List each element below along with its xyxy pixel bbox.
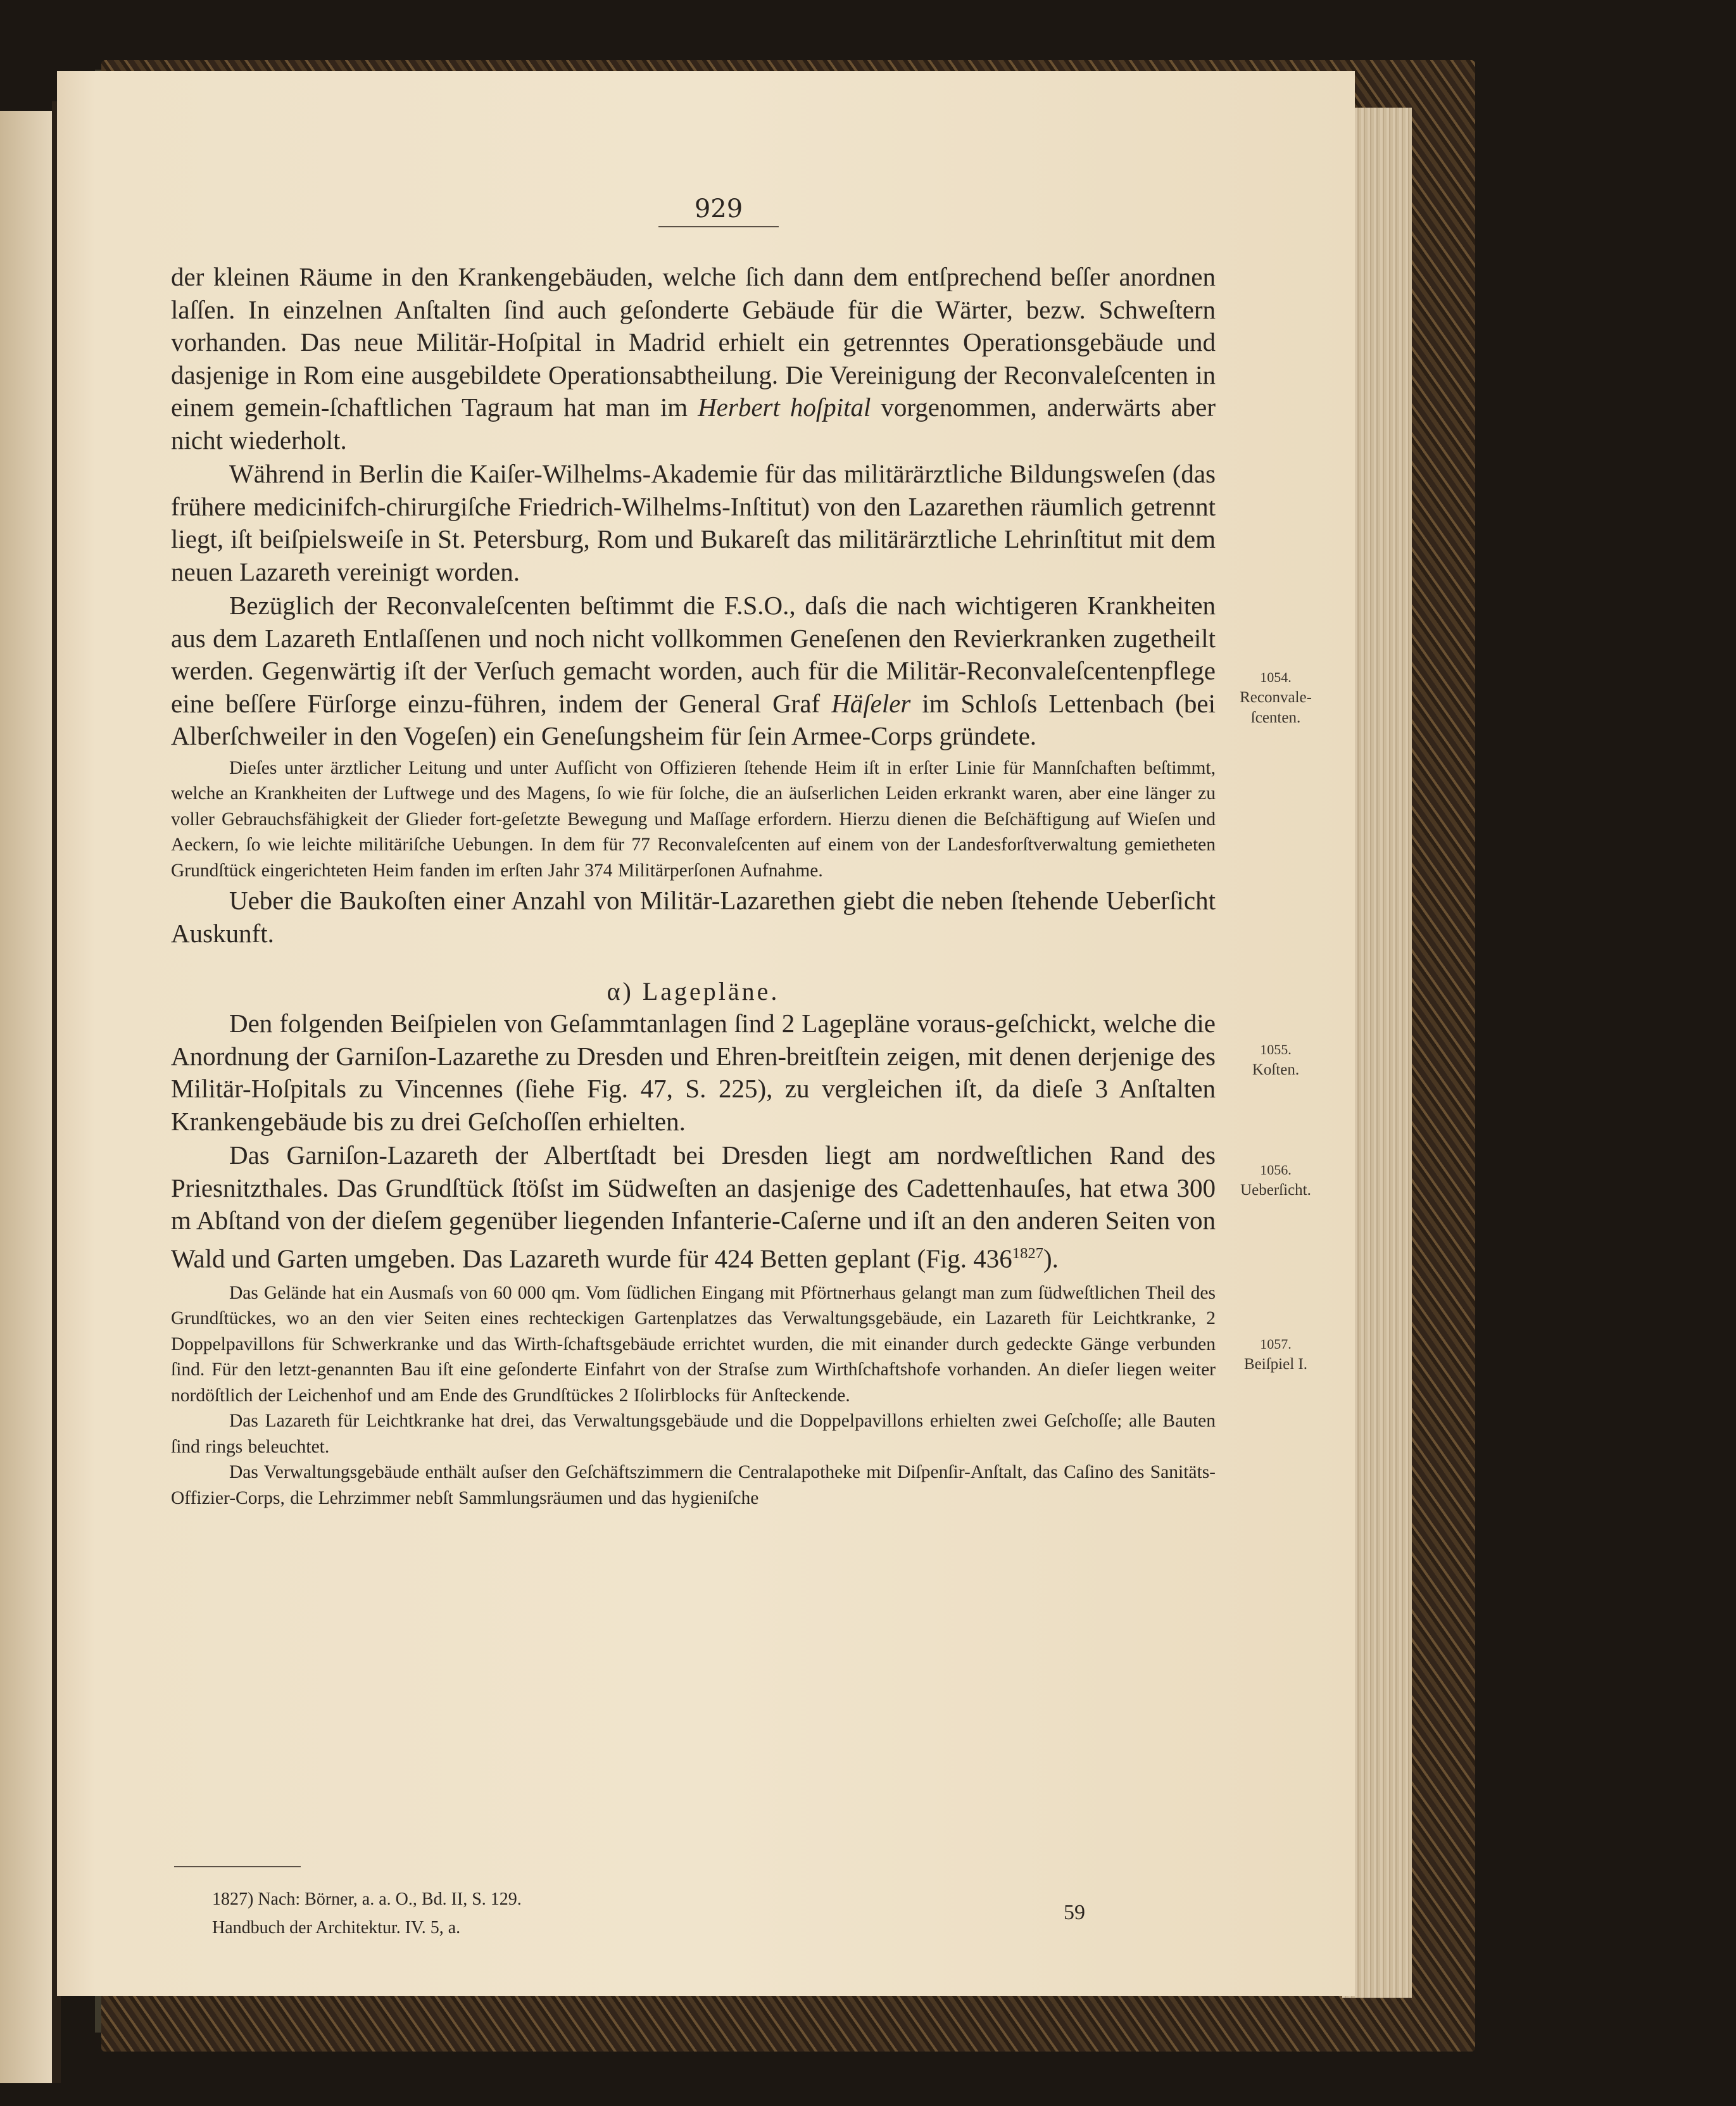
paragraph-4: Ueber die Baukoſten einer Anzahl von Militär-Lazarethen giebt die neben ſtehende Ueberſicht Auskunft.	[171, 886, 1216, 948]
paragraph-1: der kleinen Räume in den Krankengebäuden, welche ſich dann dem entſprechend beſſer anordnen laſſen. In einzelnen Anſtalten ſind auch geſonderte Gebäude für die Wärter, bezw. Schweſtern vorhanden. Das neue Militär-Hoſpital in Madrid erhielt ein getrenntes Operationsgebäude und dasjenige in Rom eine ausgebildete Operationsabtheilung. Die Vereinigung der Reconvaleſcenten in einem gemein-ſchaftlichen Tagraum hat man im Herbert hoſpital vorgenommen, anderwärts aber nicht wiederholt.	[171, 262, 1216, 455]
margin-note-1056: 1056. Ueberſicht.	[1240, 1162, 1311, 1199]
italic-haeseler: Häſeler	[831, 688, 911, 718]
margin-note-1055: 1055. Koſten.	[1252, 1042, 1300, 1078]
section-heading: α) Lagepläne.	[607, 977, 780, 1006]
small-paragraph-1: Dieſes unter ärztlicher Leitung und unter Aufſicht von Offizieren ſtehende Heim iſt in erſter Linie für Mannſchaften beſtimmt, welche an Krankheiten der Luftwege und des Magens, ſo wie für ſolche, die an äuſserlichen Leiden erkrankt waren, aber eine länger zu voller Gebrauchsfähigkeit der Glieder fort-geſetzte Bewegung und Maſſage erfordern. Hierzu dienen die Beſchäftigung auf Wieſen und Aeckern, ſo wie leichte militäriſche Uebungen. In dem für 77 Reconvaleſcenten auf einem von der Landesforſtverwaltung gemietheten Grundſtück eingerichteten Heim fanden im erſten Jahr 374 Militärperſonen Aufnahme.	[171, 757, 1216, 881]
left-page-edge	[0, 111, 52, 2083]
page-number: 929	[658, 194, 779, 227]
paragraph-2: Während in Berlin die Kaiſer-Wilhelms-Akademie für das militärärztliche Bildungsweſen (das frühere medicinifch-chirurgiſche Friedrich-Wilhelms-Inſtitut) von den Lazarethen räumlich getrennt liegt, iſt beiſpielsweiſe in St. Petersburg, Rom und Bukareſt das militärärztliche Lehrinſtitut mit dem neuen Lazareth vereinigt worden.	[171, 459, 1216, 586]
main-text	[171, 261, 1216, 1511]
paragraph-3: Bezüglich der Reconvaleſcenten beſtimmt die F.S.O., daſs die nach wichtigeren Krankheiten aus dem Lazareth Entlaſſenen und noch nicht vollkommen Geneſenen den Revierkranken zugetheilt werden. Gegenwärtig iſt der Verſuch gemacht worden, auch für die Militär-Reconvaleſcentenpflege eine beſſere Fürſorge einzu-führen, indem der General Graf Häſeler im Schloſs Lettenbach (bei Alberſchweiler in den Vogeſen) ein Geneſungsheim für ſein Armee-Corps gründete.	[171, 591, 1216, 750]
small-paragraph-2: Das Gelände hat ein Ausmaſs von 60 000 qm. Vom ſüdlichen Eingang mit Pförtnerhaus gelangt man zum ſüdweſtlichen Theil des Grundſtückes, wo an den vier Seiten eines rechteckigen Gartenplatzes das Verwaltungsgebäude, ein Lazareth für Leichtkranke, 2 Doppelpavillons für Schwerkranke und das Wirth-ſchaftsgebäude errichtet wurden, die mit einander durch gedeckte Gänge verbunden ſind. Für den letzt-genannten Bau iſt eine geſonderte Einfahrt von der Straſse zum Wirthſchaftshofe vorhanden. An dieſer liegen weiter nordöſtlich der Leichenhof und am Ende des Grundſtückes 2 Iſolirblocks für Anſteckende.	[171, 1282, 1216, 1406]
footnote: 1827) Nach: Börner, a. a. O., Bd. II, S. 129.	[212, 1889, 522, 1909]
small-paragraph-4: Das Verwaltungsgebäude enthält auſser den Geſchäftszimmern die Centralapotheke mit Diſpenſir-Anſtalt, das Caſino des Sanitäts-Offizier-Corps, die Lehrzimmer nebſt Sammlungsräumen und das hygieniſche	[171, 1462, 1216, 1508]
imprint: Handbuch der Architektur. IV. 5, a.	[212, 1918, 461, 1938]
italic-herbert-hospital: Herbert hoſpital	[698, 393, 871, 422]
signature-mark: 59	[1064, 1901, 1085, 1924]
paragraph-5: Den folgenden Beiſpielen von Geſammtanlagen ſind 2 Lagepläne voraus-geſchickt, welche die Anordnung der Garniſon-Lazarethe zu Dresden und Ehren-breitſtein zeigen, mit denen derjenige des Militär-Hoſpitals zu Vincennes (ſiehe Fig. 47, S. 225), zu vergleichen iſt, da dieſe 3 Anſtalten Krankengebäude bis zu drei Geſchoſſen erhielten.	[171, 1009, 1216, 1136]
footnote-ref: 1827	[1012, 1244, 1043, 1262]
margin-note-1054: 1054. Reconvale-ſcenten.	[1240, 669, 1312, 726]
small-paragraph-3: Das Lazareth für Leichtkranke hat drei, das Verwaltungsgebäude und die Doppelpavillons erhielten zwei Geſchoſſe; alle Bauten ſind rings beleuchtet.	[171, 1411, 1216, 1457]
paragraph-6: Das Garniſon-Lazareth der Albertſtadt bei Dresden liegt am nordweſtlichen Rand des Priesnitzthales. Das Grundſtück ſtöſst im Südweſten an dasjenige des Cadettenhauſes, hat etwa 300 m Abſtand von der dieſem gegenüber liegenden Infanterie-Caſerne und iſt an den anderen Seiten von Wald und Garten umgeben. Das Lazareth wurde für 424 Betten geplant (Fig. $436^{1827}$).	[171, 1140, 1216, 1273]
margin-note-1057: 1057. Beiſpiel I.	[1244, 1336, 1307, 1373]
book-page	[57, 71, 1355, 1996]
footnote-rule	[174, 1866, 301, 1867]
